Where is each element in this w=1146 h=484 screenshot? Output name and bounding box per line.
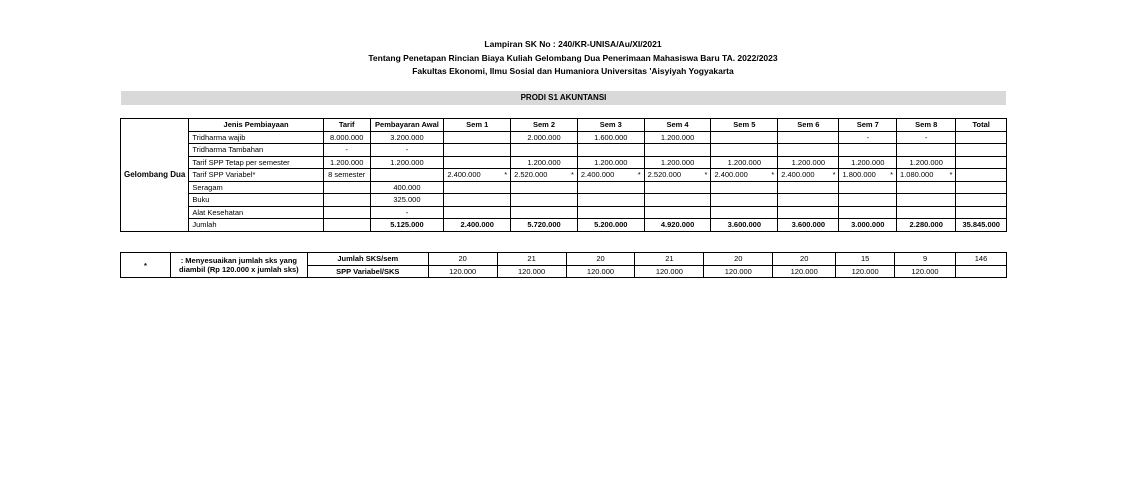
cell-value: 2.400.000 bbox=[714, 170, 748, 180]
table-cell bbox=[189, 131, 323, 144]
table-cell bbox=[577, 131, 644, 144]
table-cell bbox=[370, 219, 444, 232]
table-cell bbox=[644, 206, 711, 219]
table-cell bbox=[956, 156, 1007, 169]
table-cell bbox=[370, 156, 444, 169]
column-header: Tarif bbox=[323, 119, 370, 132]
variable-star: * bbox=[704, 170, 708, 180]
table-cell bbox=[839, 169, 897, 182]
table-cell bbox=[511, 219, 578, 232]
table-cell bbox=[711, 144, 778, 157]
cell-value: - bbox=[924, 132, 928, 142]
variable-star: * bbox=[890, 170, 894, 180]
table-cell bbox=[644, 169, 711, 182]
table-cell bbox=[956, 169, 1007, 182]
table-cell bbox=[323, 144, 370, 157]
cell-value: 2.400.000 bbox=[580, 170, 615, 180]
cell-value: 1.800.000 bbox=[842, 170, 876, 180]
table-header-row bbox=[121, 119, 1007, 132]
column-header: Sem 2 bbox=[511, 119, 578, 132]
table-cell bbox=[778, 194, 839, 207]
spp-value: 120.000 bbox=[895, 265, 956, 278]
column-header: Sem 8 bbox=[897, 119, 956, 132]
sks-label: Jumlah SKS/sem bbox=[307, 253, 428, 266]
table-cell bbox=[189, 169, 323, 182]
table-row bbox=[121, 144, 1007, 157]
table-cell bbox=[644, 219, 711, 232]
note-text-line-1: : Menyesuaikan jumlah sks yang bbox=[180, 256, 298, 265]
group-label: Gelombang Dua bbox=[124, 170, 186, 180]
table-cell bbox=[444, 156, 511, 169]
cell-value: - bbox=[405, 145, 409, 155]
table-cell bbox=[323, 156, 370, 169]
table-cell bbox=[577, 206, 644, 219]
cell-value: 3.000.000 bbox=[851, 220, 885, 230]
cell-value: - bbox=[866, 132, 869, 142]
table-cell bbox=[189, 181, 323, 194]
cell-value: 325.000 bbox=[393, 195, 421, 205]
column-header: Pembayaran Awal bbox=[370, 119, 444, 132]
cell-value: 5.720.000 bbox=[527, 220, 561, 230]
cell-value: 2.000.000 bbox=[527, 132, 561, 142]
table-cell bbox=[897, 144, 956, 157]
spp-label: SPP Variabel/SKS bbox=[307, 265, 428, 278]
table-cell bbox=[189, 219, 323, 232]
table-cell bbox=[956, 194, 1007, 207]
cell-value: 2.520.000 bbox=[647, 170, 682, 180]
table-cell bbox=[444, 144, 511, 157]
header-line-3: Fakultas Ekonomi, Ilmu Sosial dan Humaniora Universitas 'Aisyiyah Yogyakarta bbox=[412, 66, 734, 76]
table-row bbox=[121, 156, 1007, 169]
table-cell bbox=[956, 181, 1007, 194]
cell-value: 400.000 bbox=[393, 182, 421, 192]
cell-value: Alat Kesehatan bbox=[192, 207, 244, 217]
table-cell bbox=[189, 206, 323, 219]
table-cell bbox=[897, 206, 956, 219]
column-header: Sem 1 bbox=[444, 119, 511, 132]
cell-value: 1.200.000 bbox=[660, 157, 695, 167]
table-cell bbox=[644, 156, 711, 169]
table-cell bbox=[511, 206, 578, 219]
spp-value: 120.000 bbox=[428, 265, 497, 278]
table-cell bbox=[897, 131, 956, 144]
table-cell bbox=[189, 144, 323, 157]
table-cell bbox=[370, 181, 444, 194]
note-marker: * bbox=[143, 260, 147, 270]
cell-value: Seragam bbox=[192, 182, 223, 192]
table-cell bbox=[778, 181, 839, 194]
cell-value: 1.200.000 bbox=[390, 157, 424, 167]
column-header: Sem 4 bbox=[644, 119, 711, 132]
cell-value: 1.600.000 bbox=[594, 132, 628, 142]
cell-value: 1.200.000 bbox=[660, 132, 695, 142]
cell-value: 2.400.000 bbox=[460, 220, 494, 230]
sks-value: 20 bbox=[566, 253, 635, 266]
table-cell bbox=[511, 181, 578, 194]
table-cell bbox=[778, 219, 839, 232]
table-cell bbox=[711, 169, 778, 182]
variable-star: * bbox=[504, 170, 508, 180]
variable-star: * bbox=[570, 170, 574, 180]
cell-value: 4.920.000 bbox=[660, 220, 695, 230]
table-cell bbox=[511, 144, 578, 157]
column-header: Sem 7 bbox=[839, 119, 897, 132]
spp-value: 120.000 bbox=[836, 265, 895, 278]
cell-value: 3.600.000 bbox=[791, 220, 826, 230]
table-cell bbox=[577, 169, 644, 182]
table-cell bbox=[577, 194, 644, 207]
column-header: Sem 5 bbox=[711, 119, 778, 132]
table-cell bbox=[444, 219, 511, 232]
cell-value: 35.845.000 bbox=[962, 220, 1000, 230]
sks-note-table bbox=[120, 252, 1007, 278]
table-cell bbox=[370, 131, 444, 144]
table-cell bbox=[897, 169, 956, 182]
cell-value: 1.080.000 bbox=[900, 170, 934, 180]
table-cell bbox=[323, 206, 370, 219]
table-cell bbox=[189, 194, 323, 207]
table-row bbox=[121, 181, 1007, 194]
cell-value: 2.400.000 bbox=[447, 170, 481, 180]
group-cell bbox=[121, 119, 189, 232]
table-cell bbox=[511, 131, 578, 144]
table-cell bbox=[839, 194, 897, 207]
sks-value: 20 bbox=[428, 253, 497, 266]
table-cell bbox=[370, 144, 444, 157]
table-cell bbox=[956, 131, 1007, 144]
sks-value: 20 bbox=[704, 253, 773, 266]
table-cell bbox=[839, 219, 897, 232]
cell-value: 2.400.000 bbox=[781, 170, 815, 180]
table-cell bbox=[323, 219, 370, 232]
table-cell bbox=[956, 219, 1007, 232]
table-cell bbox=[839, 131, 897, 144]
cell-value: 1.200.000 bbox=[909, 157, 943, 167]
table-cell bbox=[897, 156, 956, 169]
table-cell bbox=[711, 194, 778, 207]
table-cell bbox=[897, 181, 956, 194]
table-cell bbox=[839, 206, 897, 219]
cell-value: 2.520.000 bbox=[514, 170, 548, 180]
cell-value: 5.125.000 bbox=[390, 220, 424, 230]
table-cell bbox=[444, 194, 511, 207]
table-cell bbox=[644, 181, 711, 194]
variable-star: * bbox=[771, 170, 775, 180]
table-cell bbox=[189, 156, 323, 169]
table-row bbox=[121, 219, 1007, 232]
table-row bbox=[121, 206, 1007, 219]
sks-value: 20 bbox=[773, 253, 836, 266]
table-cell bbox=[778, 206, 839, 219]
cell-value: - bbox=[345, 145, 348, 155]
spp-value: 120.000 bbox=[773, 265, 836, 278]
sks-row bbox=[121, 253, 1007, 266]
table-cell bbox=[577, 219, 644, 232]
cell-value: Jumlah bbox=[192, 220, 217, 230]
cell-value: 1.200.000 bbox=[527, 157, 561, 167]
cell-value: Tridharma wajib bbox=[192, 132, 246, 142]
cell-value: 8.000.000 bbox=[330, 132, 364, 142]
spp-value: 120.000 bbox=[566, 265, 635, 278]
table-cell bbox=[778, 156, 839, 169]
table-cell bbox=[839, 156, 897, 169]
table-cell bbox=[897, 194, 956, 207]
table-cell bbox=[956, 144, 1007, 157]
table-cell bbox=[711, 219, 778, 232]
table-cell bbox=[577, 156, 644, 169]
cell-value: 1.200.000 bbox=[594, 157, 628, 167]
table-cell bbox=[323, 181, 370, 194]
column-header: Sem 3 bbox=[577, 119, 644, 132]
table-cell bbox=[444, 131, 511, 144]
cell-value: 5.200.000 bbox=[594, 220, 628, 230]
column-header: Jenis Pembiayaan bbox=[189, 119, 323, 132]
note-text-cell bbox=[170, 253, 307, 278]
cell-value: Buku bbox=[192, 195, 210, 205]
program-banner: PRODI S1 AKUNTANSI bbox=[121, 91, 1006, 105]
variable-star: * bbox=[832, 170, 836, 180]
cell-value: Tridharma Tambahan bbox=[192, 145, 264, 155]
cell-value: 8 semester bbox=[328, 170, 366, 180]
table-cell bbox=[444, 169, 511, 182]
table-cell bbox=[778, 144, 839, 157]
note-marker-cell bbox=[121, 253, 171, 278]
column-header: Sem 6 bbox=[778, 119, 839, 132]
cell-value: Tarif SPP Variabel* bbox=[192, 170, 256, 180]
table-cell bbox=[370, 206, 444, 219]
spp-value: 120.000 bbox=[497, 265, 566, 278]
table-cell bbox=[839, 144, 897, 157]
cell-value: 1.200.000 bbox=[330, 157, 364, 167]
table-cell bbox=[577, 144, 644, 157]
table-cell bbox=[711, 156, 778, 169]
table-cell bbox=[711, 206, 778, 219]
sks-value: 21 bbox=[497, 253, 566, 266]
table-cell bbox=[644, 144, 711, 157]
sks-value: 21 bbox=[635, 253, 704, 266]
cell-value: 1.200.000 bbox=[791, 157, 826, 167]
table-cell bbox=[370, 194, 444, 207]
cell-value: - bbox=[405, 207, 409, 217]
table-cell bbox=[956, 206, 1007, 219]
fee-table bbox=[120, 118, 1007, 232]
table-cell bbox=[323, 169, 370, 182]
table-cell bbox=[711, 131, 778, 144]
variable-star: * bbox=[949, 170, 953, 180]
table-cell bbox=[444, 181, 511, 194]
sks-value: 9 bbox=[895, 253, 956, 266]
table-cell bbox=[711, 181, 778, 194]
table-cell bbox=[778, 169, 839, 182]
table-cell bbox=[778, 131, 839, 144]
table-row bbox=[121, 194, 1007, 207]
table-cell bbox=[839, 181, 897, 194]
table-cell bbox=[511, 156, 578, 169]
table-cell bbox=[370, 169, 444, 182]
document-header bbox=[0, 38, 1146, 79]
table-row bbox=[121, 131, 1007, 144]
sks-value: 146 bbox=[956, 253, 1007, 266]
table-cell bbox=[323, 131, 370, 144]
spp-empty-cell bbox=[956, 265, 1007, 278]
cell-value: 3.200.000 bbox=[390, 132, 424, 142]
table-cell bbox=[644, 194, 711, 207]
table-cell bbox=[577, 181, 644, 194]
table-row bbox=[121, 169, 1007, 182]
note-text-line-2: diambil (Rp 120.000 x jumlah sks) bbox=[179, 265, 299, 274]
cell-value: Tarif SPP Tetap per semester bbox=[192, 157, 290, 167]
cell-value: 1.200.000 bbox=[851, 157, 885, 167]
table-cell bbox=[644, 131, 711, 144]
variable-star: * bbox=[637, 170, 641, 180]
sks-value: 15 bbox=[836, 253, 895, 266]
column-header: Total bbox=[956, 119, 1007, 132]
table-cell bbox=[511, 194, 578, 207]
table-cell bbox=[444, 206, 511, 219]
cell-value: 1.200.000 bbox=[727, 157, 762, 167]
spp-value: 120.000 bbox=[635, 265, 704, 278]
header-line-2: Tentang Penetapan Rincian Biaya Kuliah Gelombang Dua Penerimaan Mahasiswa Baru TA. 2022/2023 bbox=[368, 52, 778, 63]
cell-value: 2.280.000 bbox=[909, 220, 943, 230]
table-cell bbox=[511, 169, 578, 182]
header-line-1: Lampiran SK No : 240/KR-UNISA/Au/XI/2021 bbox=[484, 39, 662, 49]
table-cell bbox=[897, 219, 956, 232]
spp-value: 120.000 bbox=[704, 265, 773, 278]
table-cell bbox=[323, 194, 370, 207]
cell-value: 3.600.000 bbox=[727, 220, 762, 230]
